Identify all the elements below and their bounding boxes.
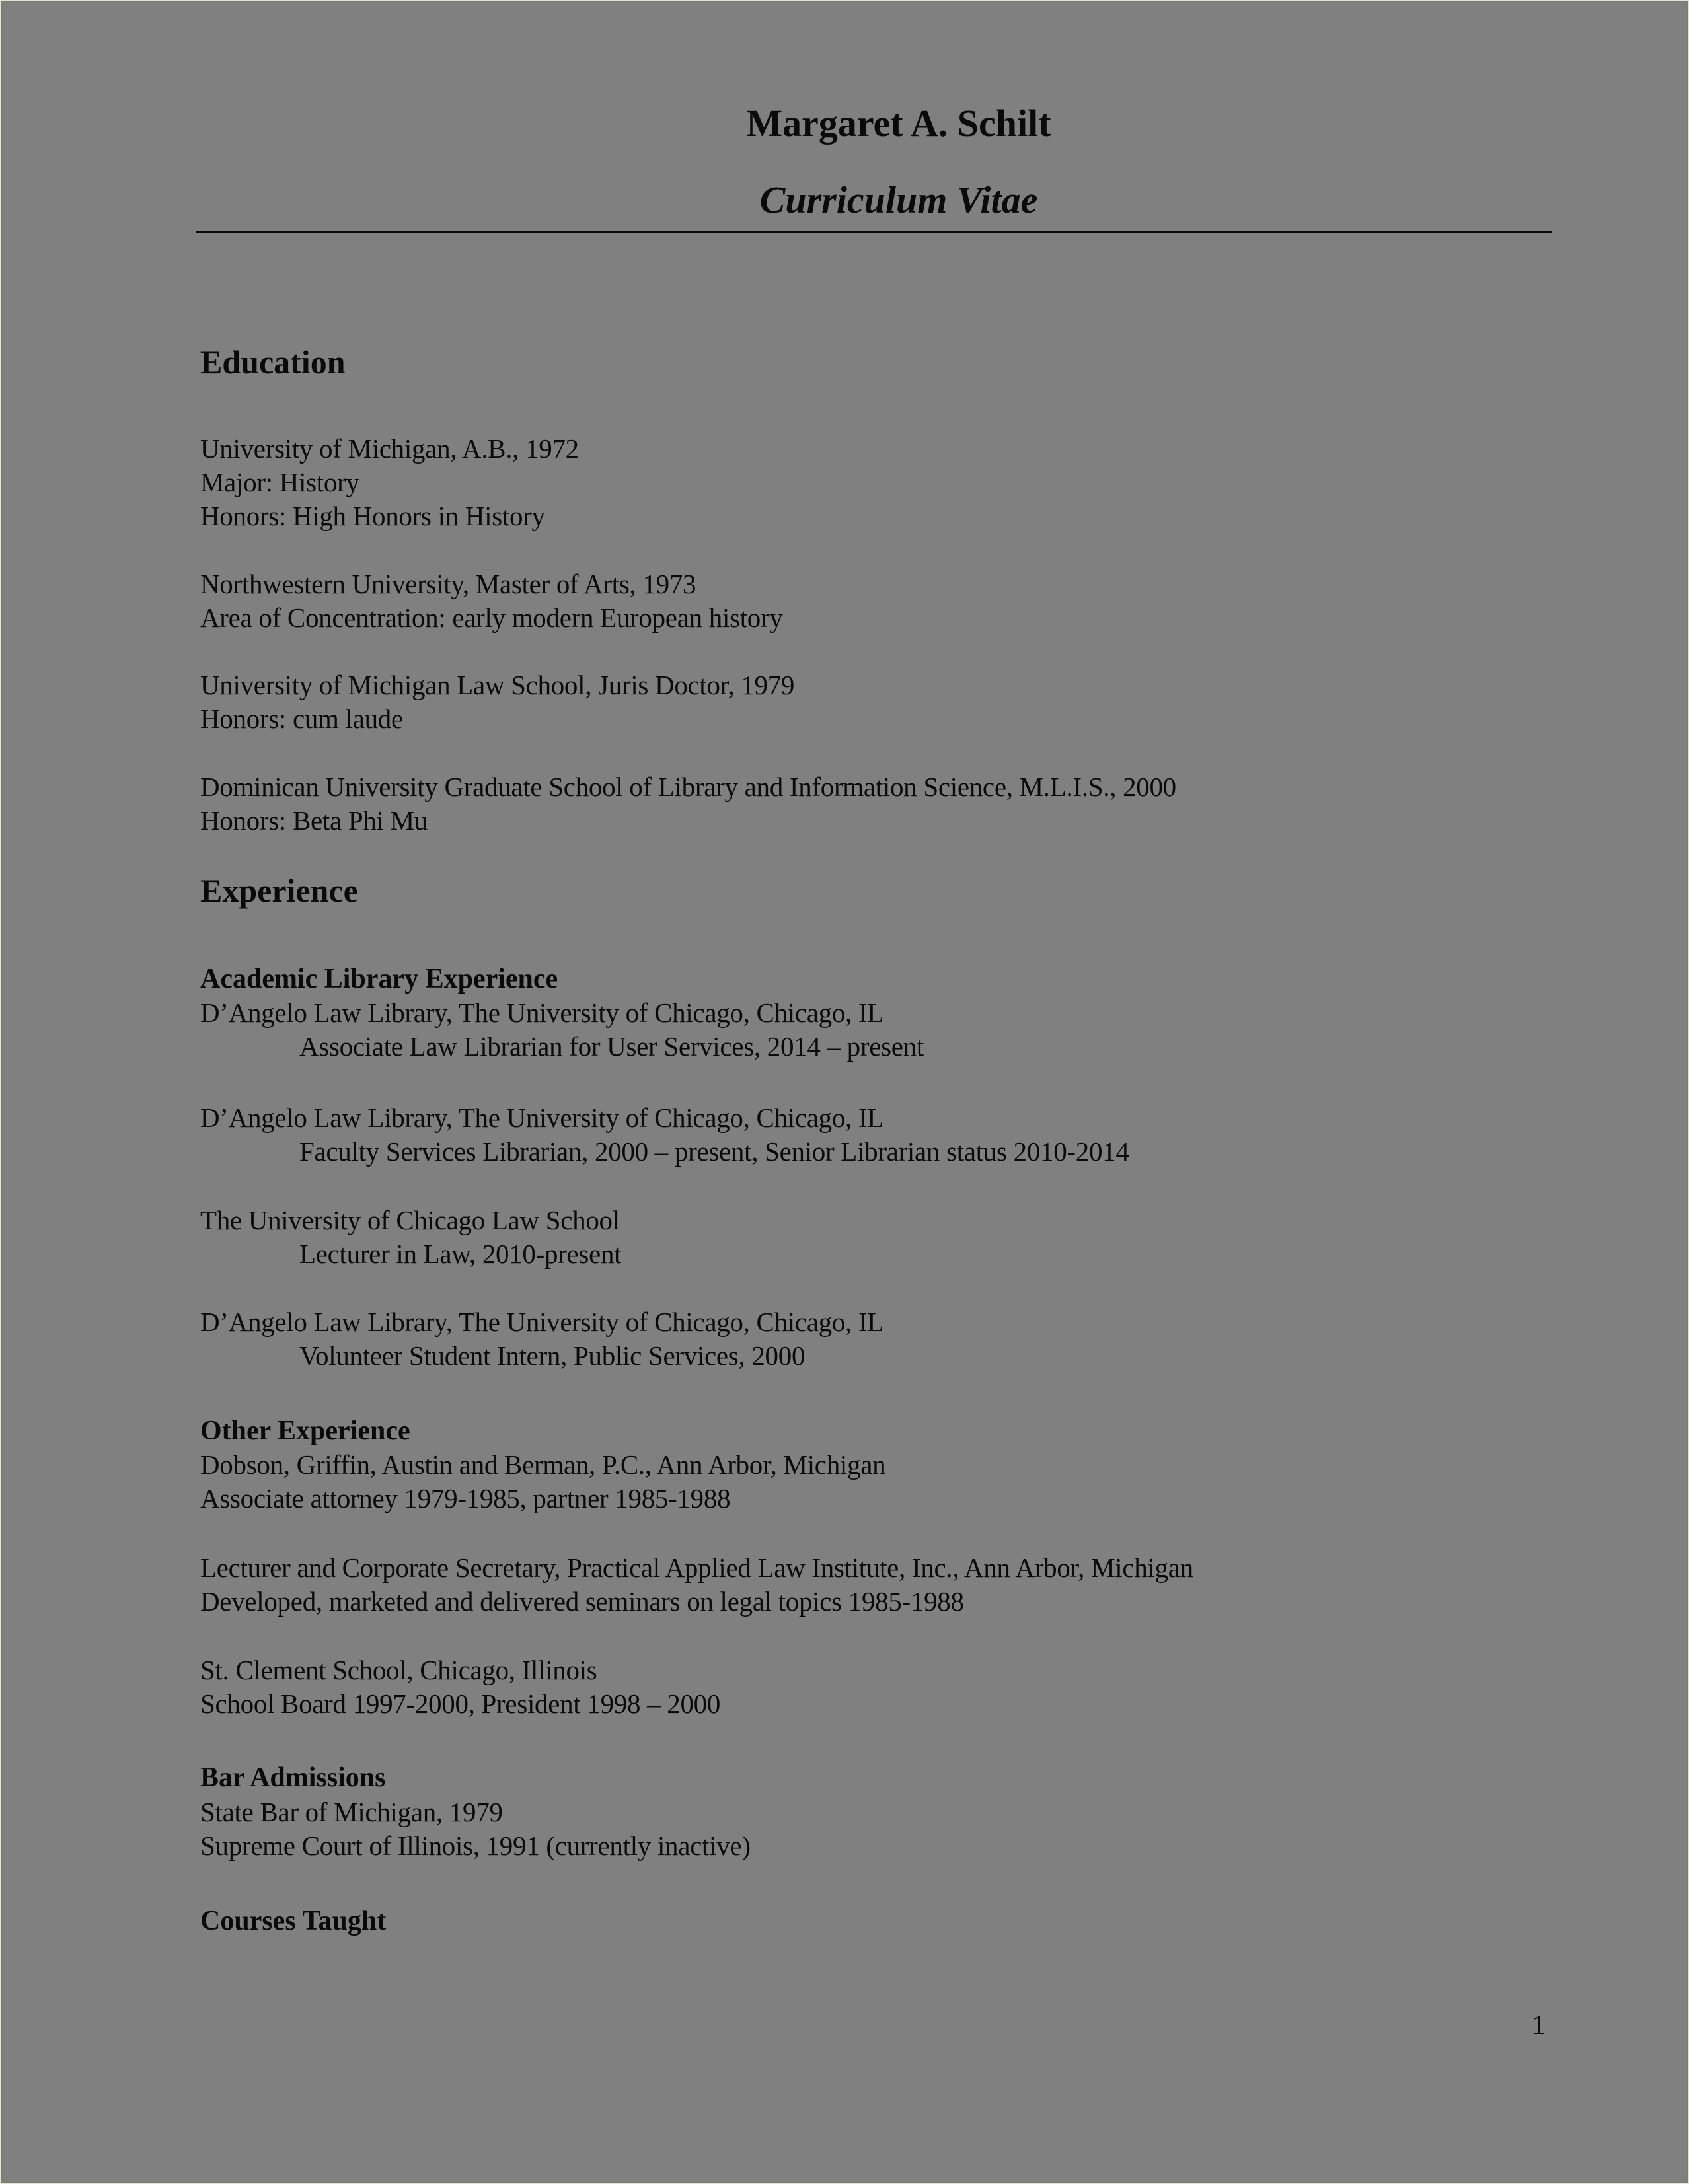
education-entry-3-degree: University of Michigan Law School, Juris Doctor, 1979 — [200, 670, 795, 700]
experience-heading: Experience — [200, 872, 358, 909]
education-entry-4-honors: Honors: Beta Phi Mu — [200, 805, 428, 836]
education-entry-1-honors: Honors: High Honors in History — [200, 501, 545, 531]
education-entry-3-honors: Honors: cum laude — [200, 704, 403, 734]
other-entry-2-org: Lecturer and Corporate Secretary, Practical Applied Law Institute, Inc., Ann Arbor, Michigan — [200, 1552, 1193, 1583]
academic-library-experience-heading: Academic Library Experience — [200, 964, 558, 994]
education-entry-2-degree: Northwestern University, Master of Arts, 1973 — [200, 569, 696, 599]
academic-entry-3-org: The University of Chicago Law School — [200, 1205, 620, 1235]
other-entry-2-detail: Developed, marketed and delivered seminars on legal topics 1985-1988 — [200, 1586, 964, 1617]
education-entry-4-degree: Dominican University Graduate School of Library and Information Science, M.L.I.S., 2000 — [200, 772, 1176, 802]
academic-entry-4-org: D’Angelo Law Library, The University of Chicago, Chicago, IL — [200, 1307, 884, 1337]
other-entry-1-org: Dobson, Griffin, Austin and Berman, P.C., Ann Arbor, Michigan — [200, 1449, 886, 1480]
page-number: 1 — [1532, 2010, 1546, 2041]
other-entry-3-detail: School Board 1997-2000, President 1998 – 2000 — [200, 1689, 721, 1719]
academic-entry-4-role: Volunteer Student Intern, Public Services, 2000 — [299, 1340, 806, 1371]
academic-entry-2-role: Faculty Services Librarian, 2000 – present, Senior Librarian status 2010-2014 — [299, 1136, 1129, 1167]
header-divider — [196, 231, 1552, 233]
bar-admissions-heading: Bar Admissions — [200, 1763, 386, 1793]
other-experience-heading: Other Experience — [200, 1416, 410, 1446]
other-entry-1-detail: Associate attorney 1979-1985, partner 1985-1988 — [200, 1483, 731, 1513]
academic-entry-1-role: Associate Law Librarian for User Services, 2014 – present — [299, 1031, 924, 1062]
cv-author-name: Margaret A. Schilt — [746, 102, 1051, 145]
other-entry-3-org: St. Clement School, Chicago, Illinois — [200, 1655, 597, 1685]
bar-admission-michigan: State Bar of Michigan, 1979 — [200, 1797, 503, 1827]
academic-entry-3-role: Lecturer in Law, 2010-present — [299, 1239, 622, 1269]
education-entry-1-degree: University of Michigan, A.B., 1972 — [200, 433, 579, 464]
education-entry-2-concentration: Area of Concentration: early modern European history — [200, 602, 783, 633]
academic-entry-2-org: D’Angelo Law Library, The University of Chicago, Chicago, IL — [200, 1103, 884, 1133]
cv-title: Curriculum Vitae — [759, 178, 1038, 221]
courses-taught-heading: Courses Taught — [200, 1906, 387, 1936]
bar-admission-illinois: Supreme Court of Illinois, 1991 (currently inactive) — [200, 1831, 751, 1861]
academic-entry-1-org: D’Angelo Law Library, The University of Chicago, Chicago, IL — [200, 998, 884, 1028]
education-entry-1-major: Major: History — [200, 467, 359, 497]
education-heading: Education — [200, 344, 346, 381]
